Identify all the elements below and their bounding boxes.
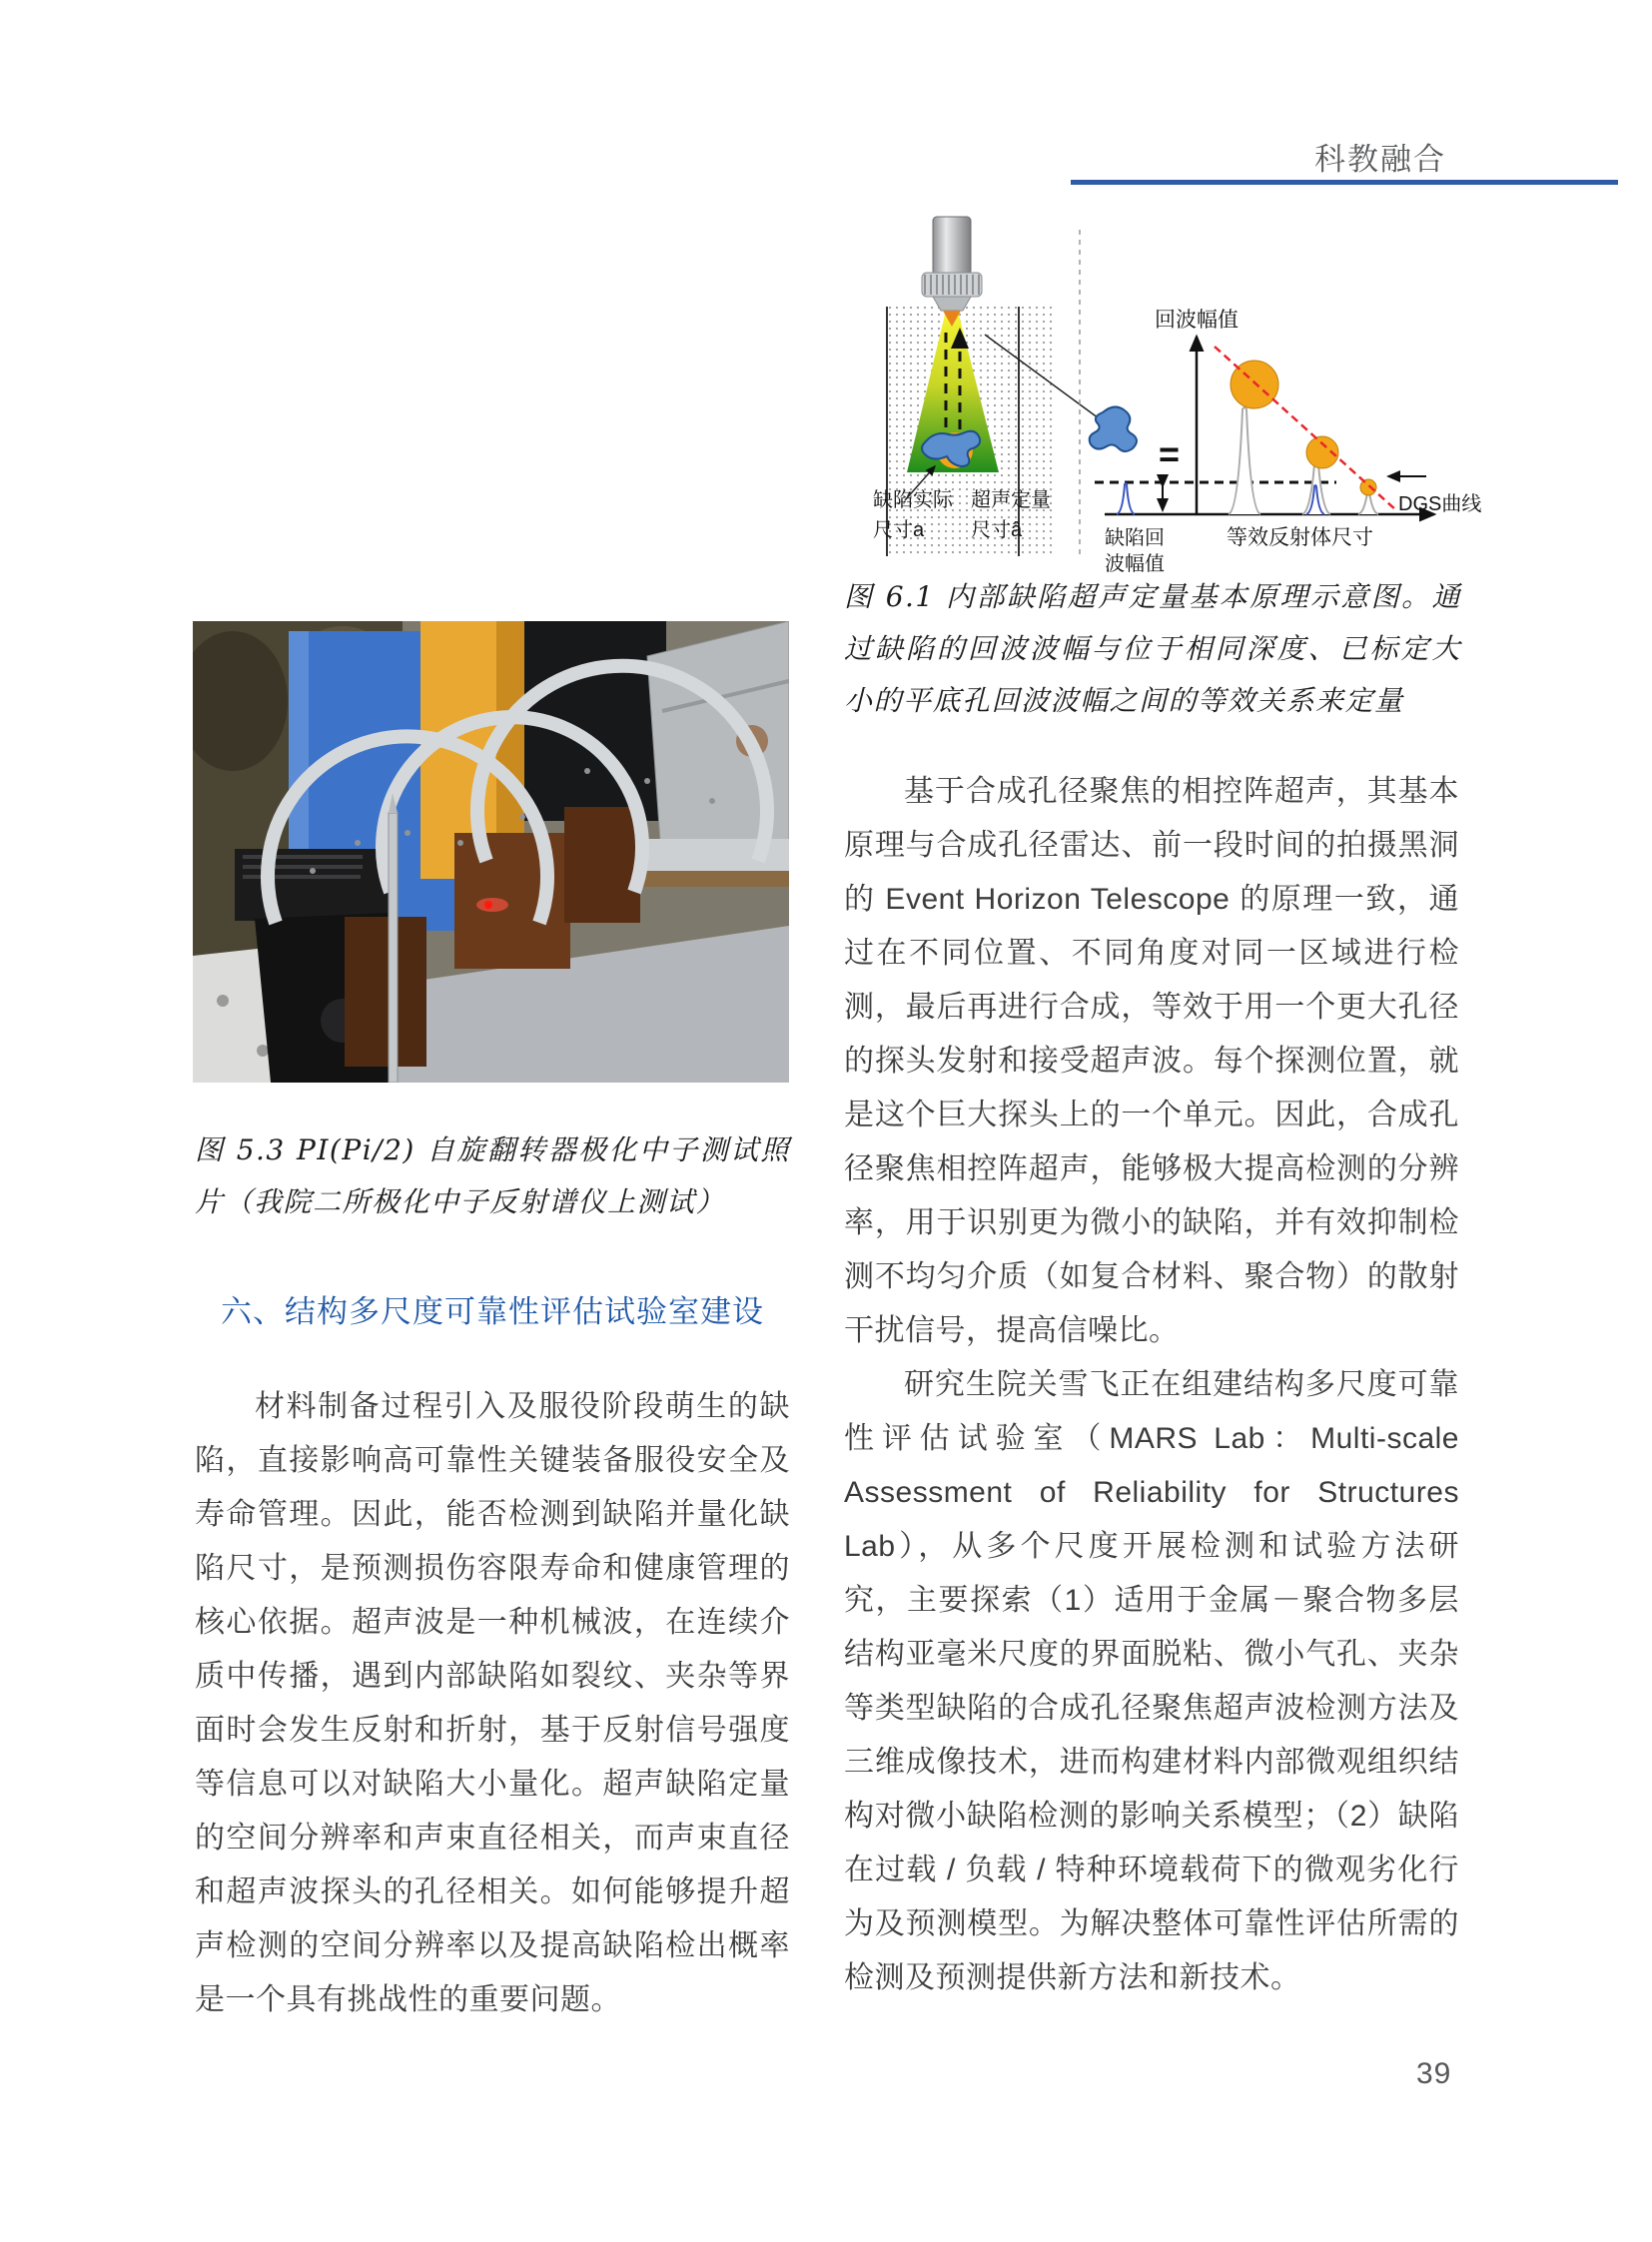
equals-sign: =: [1159, 433, 1181, 474]
figure-61-caption: 图 6.1 内部缺陷超声定量基本原理示意图。通过缺陷的回波波幅与位于相同深度、已标定大小的平底孔回波波幅之间的等效关系来定量: [844, 580, 1461, 717]
label-defect-actual-size-line2: 尺寸a: [873, 519, 925, 541]
paragraph-synthetic-aperture: 基于合成孔径聚焦的相控阵超声，其基本原理与合成孔径雷达、前一段时间的拍摄黑洞的 Event Horizon Telescope 的原理一致，通过在不同位置、不同角度对同一区域进行检测，最后再进行合成，等效于用一个更大孔径的探头发射和接受超声波。每个探测位置，就是这个巨大探头上的一个单元。因此，合成孔径聚焦相控阵超声，能够极大提高检测的分辨率，用于识别更为微小的缺陷，并有效抑制检测不均匀介质（如复合材料、聚合物）的散射干扰信号，提高信噪比。: [844, 775, 1459, 1347]
page-header-title: 科教融合: [1314, 142, 1446, 177]
paragraph-defect-detection: 材料制备过程引入及服役阶段萌生的缺陷，直接影响高可靠性关键装备服役安全及寿命管理。因此，能否检测到缺陷并量化缺陷尺寸，是预测损伤容限寿命和健康管理的核心依据。超声波是一种机械波，在连续介质中传播，遇到内部缺陷如裂纹、夹杂等界面时会发生反射和折射，基于反射信号强度等信息可以对缺陷大小量化。超声缺陷定量的空间分辨率和声束直径相关，而声束直径和超声波探头的孔径相关。如何能够提升超声检测的空间分辨率以及提高缺陷检出概率是一个具有挑战性的重要问题。: [195, 1390, 790, 2016]
ultrasound-probe: [933, 217, 971, 275]
label-echo-amplitude: 回波幅值: [1155, 309, 1239, 332]
paragraph-mars-lab: 研究生院关雪飞正在组建结构多尺度可靠性评估试验室（MARS Lab：Multi-scale Assessment of Reliability for Structures Lab），从多个尺度开展检测和试验方法研究，主要探索（1）适用于金属－聚合物多层结构亚毫米尺度的界面脱粘、微小气孔、夹杂等类型缺陷的合成孔径聚焦超声波检测方法及三维成像技术，进而构建材料内部微观组织结构对微小缺陷检测的影响关系模型；（2）缺陷在过载 / 负载 / 特种环境载荷下的微观劣化行为及预测模型。为解决整体可靠性评估所需的检测及预测提供新方法和新技术。: [844, 1368, 1459, 1994]
defect-echo-peak: [1117, 483, 1135, 514]
photo-black-unit: [235, 849, 393, 921]
figure-53-caption: 图 5.3 PI(Pi/2) 自旋翻转器极化中子测试照片（我院二所极化中子反射谱仪上测试）: [195, 1133, 790, 1218]
fbh-echo-large: [1229, 407, 1260, 514]
lab-photo-illustration: [193, 621, 789, 1083]
section-heading: 六、结构多尺度可靠性评估试验室建设: [221, 1294, 764, 1329]
figure-61-diagram: [867, 215, 1508, 576]
label-defect-actual-size-line1: 缺陷实际: [873, 489, 953, 511]
label-ultrasonic-size-line1: 超声定量: [971, 489, 1051, 511]
label-defect-echo-line1: 缺陷回: [1105, 527, 1165, 549]
label-dgs-curve: DGS曲线: [1398, 493, 1482, 515]
defect-blob-small: [1090, 406, 1137, 451]
ultrasonic-principle-diagram: [867, 215, 1508, 576]
label-equivalent-reflector-size: 等效反射体尺寸: [1227, 526, 1373, 549]
left-column-paragraph: [195, 1380, 790, 2027]
photo-copper-plate: [345, 917, 426, 1067]
label-ultrasonic-size-line2: 尺寸â: [971, 519, 1023, 541]
figure-53-photo: [193, 621, 789, 1083]
page-number: 39: [1416, 2057, 1452, 2090]
right-column: [844, 765, 1459, 2005]
header-rule: [1071, 180, 1618, 185]
photo-silver-rod: [389, 813, 398, 1083]
label-defect-echo-line2: 波幅值: [1105, 553, 1165, 575]
